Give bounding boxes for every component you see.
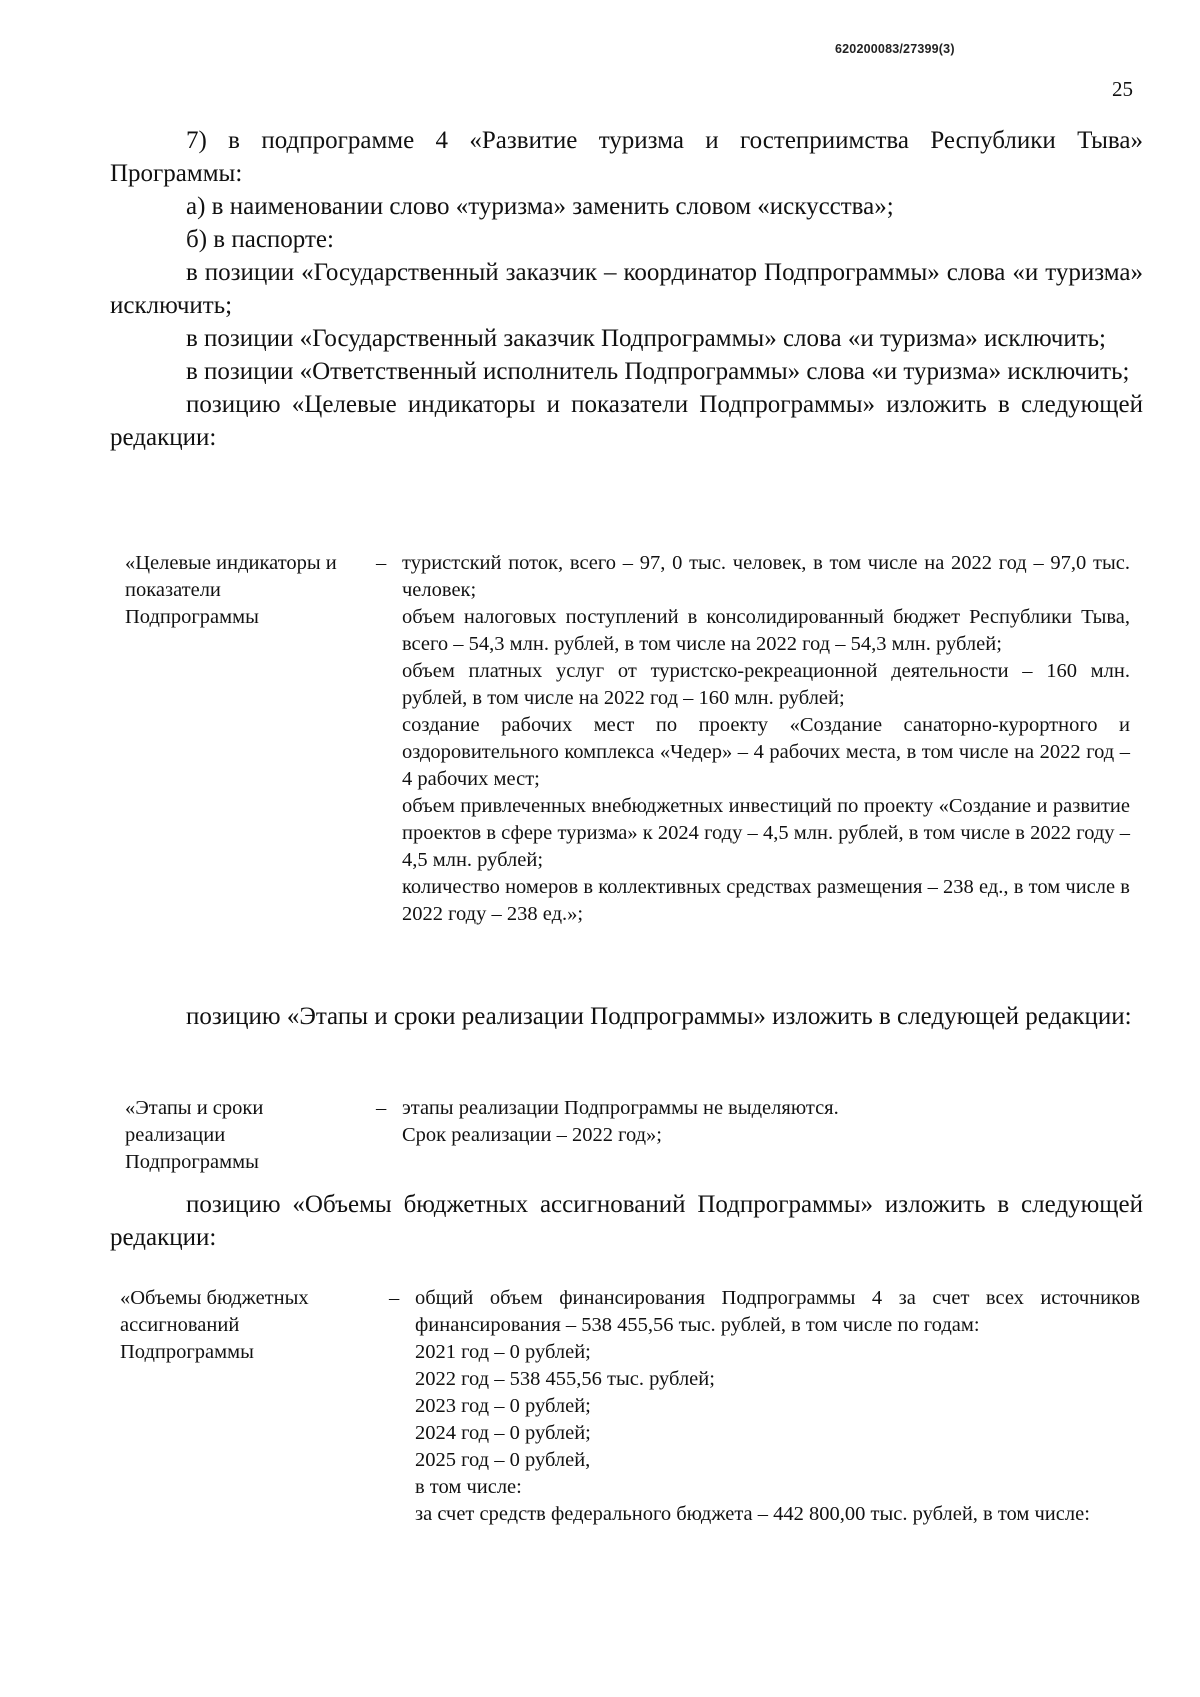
budget-item: 2024 год – 0 рублей;	[415, 1422, 591, 1444]
budget-intro-block	[110, 1188, 1143, 1254]
position-value	[415, 1285, 1140, 1528]
stages-item: этапы реализации Подпрограммы не выделяются.	[402, 1097, 839, 1119]
budget-item: за счет средств федерального бюджета – 442 800,00 тыс. рублей, в том числе:	[415, 1503, 1090, 1525]
indicator-item: объем платных услуг от туристско-рекреационной деятельности – 160 млн. рублей, в том числе на 2022 год – 160 млн. рублей;	[402, 660, 1130, 709]
position-value	[402, 550, 1130, 928]
budget-item: 2025 год – 0 рублей,	[415, 1449, 591, 1471]
budget-item: общий объем финансирования Подпрограммы 4 за счет всех источников финансирования – 538 455,56 тыс. рублей, в том числе по годам:	[415, 1287, 1140, 1336]
position-dash: –	[376, 1097, 387, 1119]
budget-item: 2023 год – 0 рублей;	[415, 1395, 591, 1417]
stages-item: Срок реализации – 2022 год»;	[402, 1124, 663, 1146]
position-dash: –	[376, 552, 387, 574]
paragraph-subprogram-4: 7) в подпрограмме 4 «Развитие туризма и гостеприимства Республики Тыва» Программы:	[110, 127, 1143, 187]
paragraph-stages-intro: позицию «Этапы и сроки реализации Подпрограммы» изложить в следующей редакции:	[186, 1003, 1132, 1030]
indicator-item: объем налоговых поступлений в консолидированный бюджет Республики Тыва, всего – 54,3 млн. рублей, в том числе на 2022 год – 54,3 млн. рублей;	[402, 606, 1130, 655]
position-value	[402, 1095, 1130, 1149]
stages-intro-block	[110, 1000, 1143, 1033]
paragraph-indicators-intro: позицию «Целевые индикаторы и показатели Подпрограммы» изложить в следующей редакции:	[110, 391, 1143, 451]
paragraph-executor: в позиции «Ответственный исполнитель Подпрограммы» слова «и туризма» исключить;	[186, 358, 1130, 385]
position-label: «Целевые индикаторы и показатели Подпрограммы	[125, 552, 337, 628]
budget-item: 2022 год – 538 455,56 тыс. рублей;	[415, 1368, 715, 1390]
amendment-text-block	[110, 124, 1143, 454]
indicator-item: объем привлеченных внебюджетных инвестиций по проекту «Создание и развитие проектов в сфере туризма» к 2024 году – 4,5 млн. рублей, в том числе в 2022 году – 4,5 млн. рублей;	[402, 795, 1130, 871]
paragraph-budget-intro: позицию «Объемы бюджетных ассигнований Подпрограммы» изложить в следующей редакции:	[110, 1191, 1143, 1251]
paragraph-item-a: а) в наименовании слово «туризма» заменить словом «искусства»;	[186, 193, 894, 220]
position-label: «Этапы и сроки реализации Подпрограммы	[125, 1097, 264, 1173]
indicator-item: создание рабочих мест по проекту «Создание санаторно-курортного и оздоровительного комплекса «Чедер» – 4 рабочих места, в том числе на 2022 год – 4 рабочих мест;	[402, 714, 1130, 790]
paragraph-item-b: б) в паспорте:	[186, 226, 334, 253]
indicator-item: туристский поток, всего – 97, 0 тыс. человек, в том числе на 2022 год – 97,0 тыс. человек;	[402, 552, 1130, 601]
position-dash: –	[389, 1287, 400, 1309]
budget-item: 2021 год – 0 рублей;	[415, 1341, 591, 1363]
indicator-item: количество номеров в коллективных средствах размещения – 238 ед., в том числе в 2022 году – 238 ед.»;	[402, 876, 1130, 925]
document-id: 620200083/27399(3)	[835, 42, 955, 56]
page-number: 25	[1112, 77, 1133, 101]
paragraph-customer: в позиции «Государственный заказчик Подпрограммы» слова «и туризма» исключить;	[186, 325, 1107, 352]
position-label: «Объемы бюджетных ассигнований Подпрограммы	[120, 1287, 309, 1363]
budget-item: в том числе:	[415, 1476, 522, 1498]
paragraph-customer-coordinator: в позиции «Государственный заказчик – координатор Подпрограммы» слова «и туризма» исключить;	[110, 259, 1143, 319]
